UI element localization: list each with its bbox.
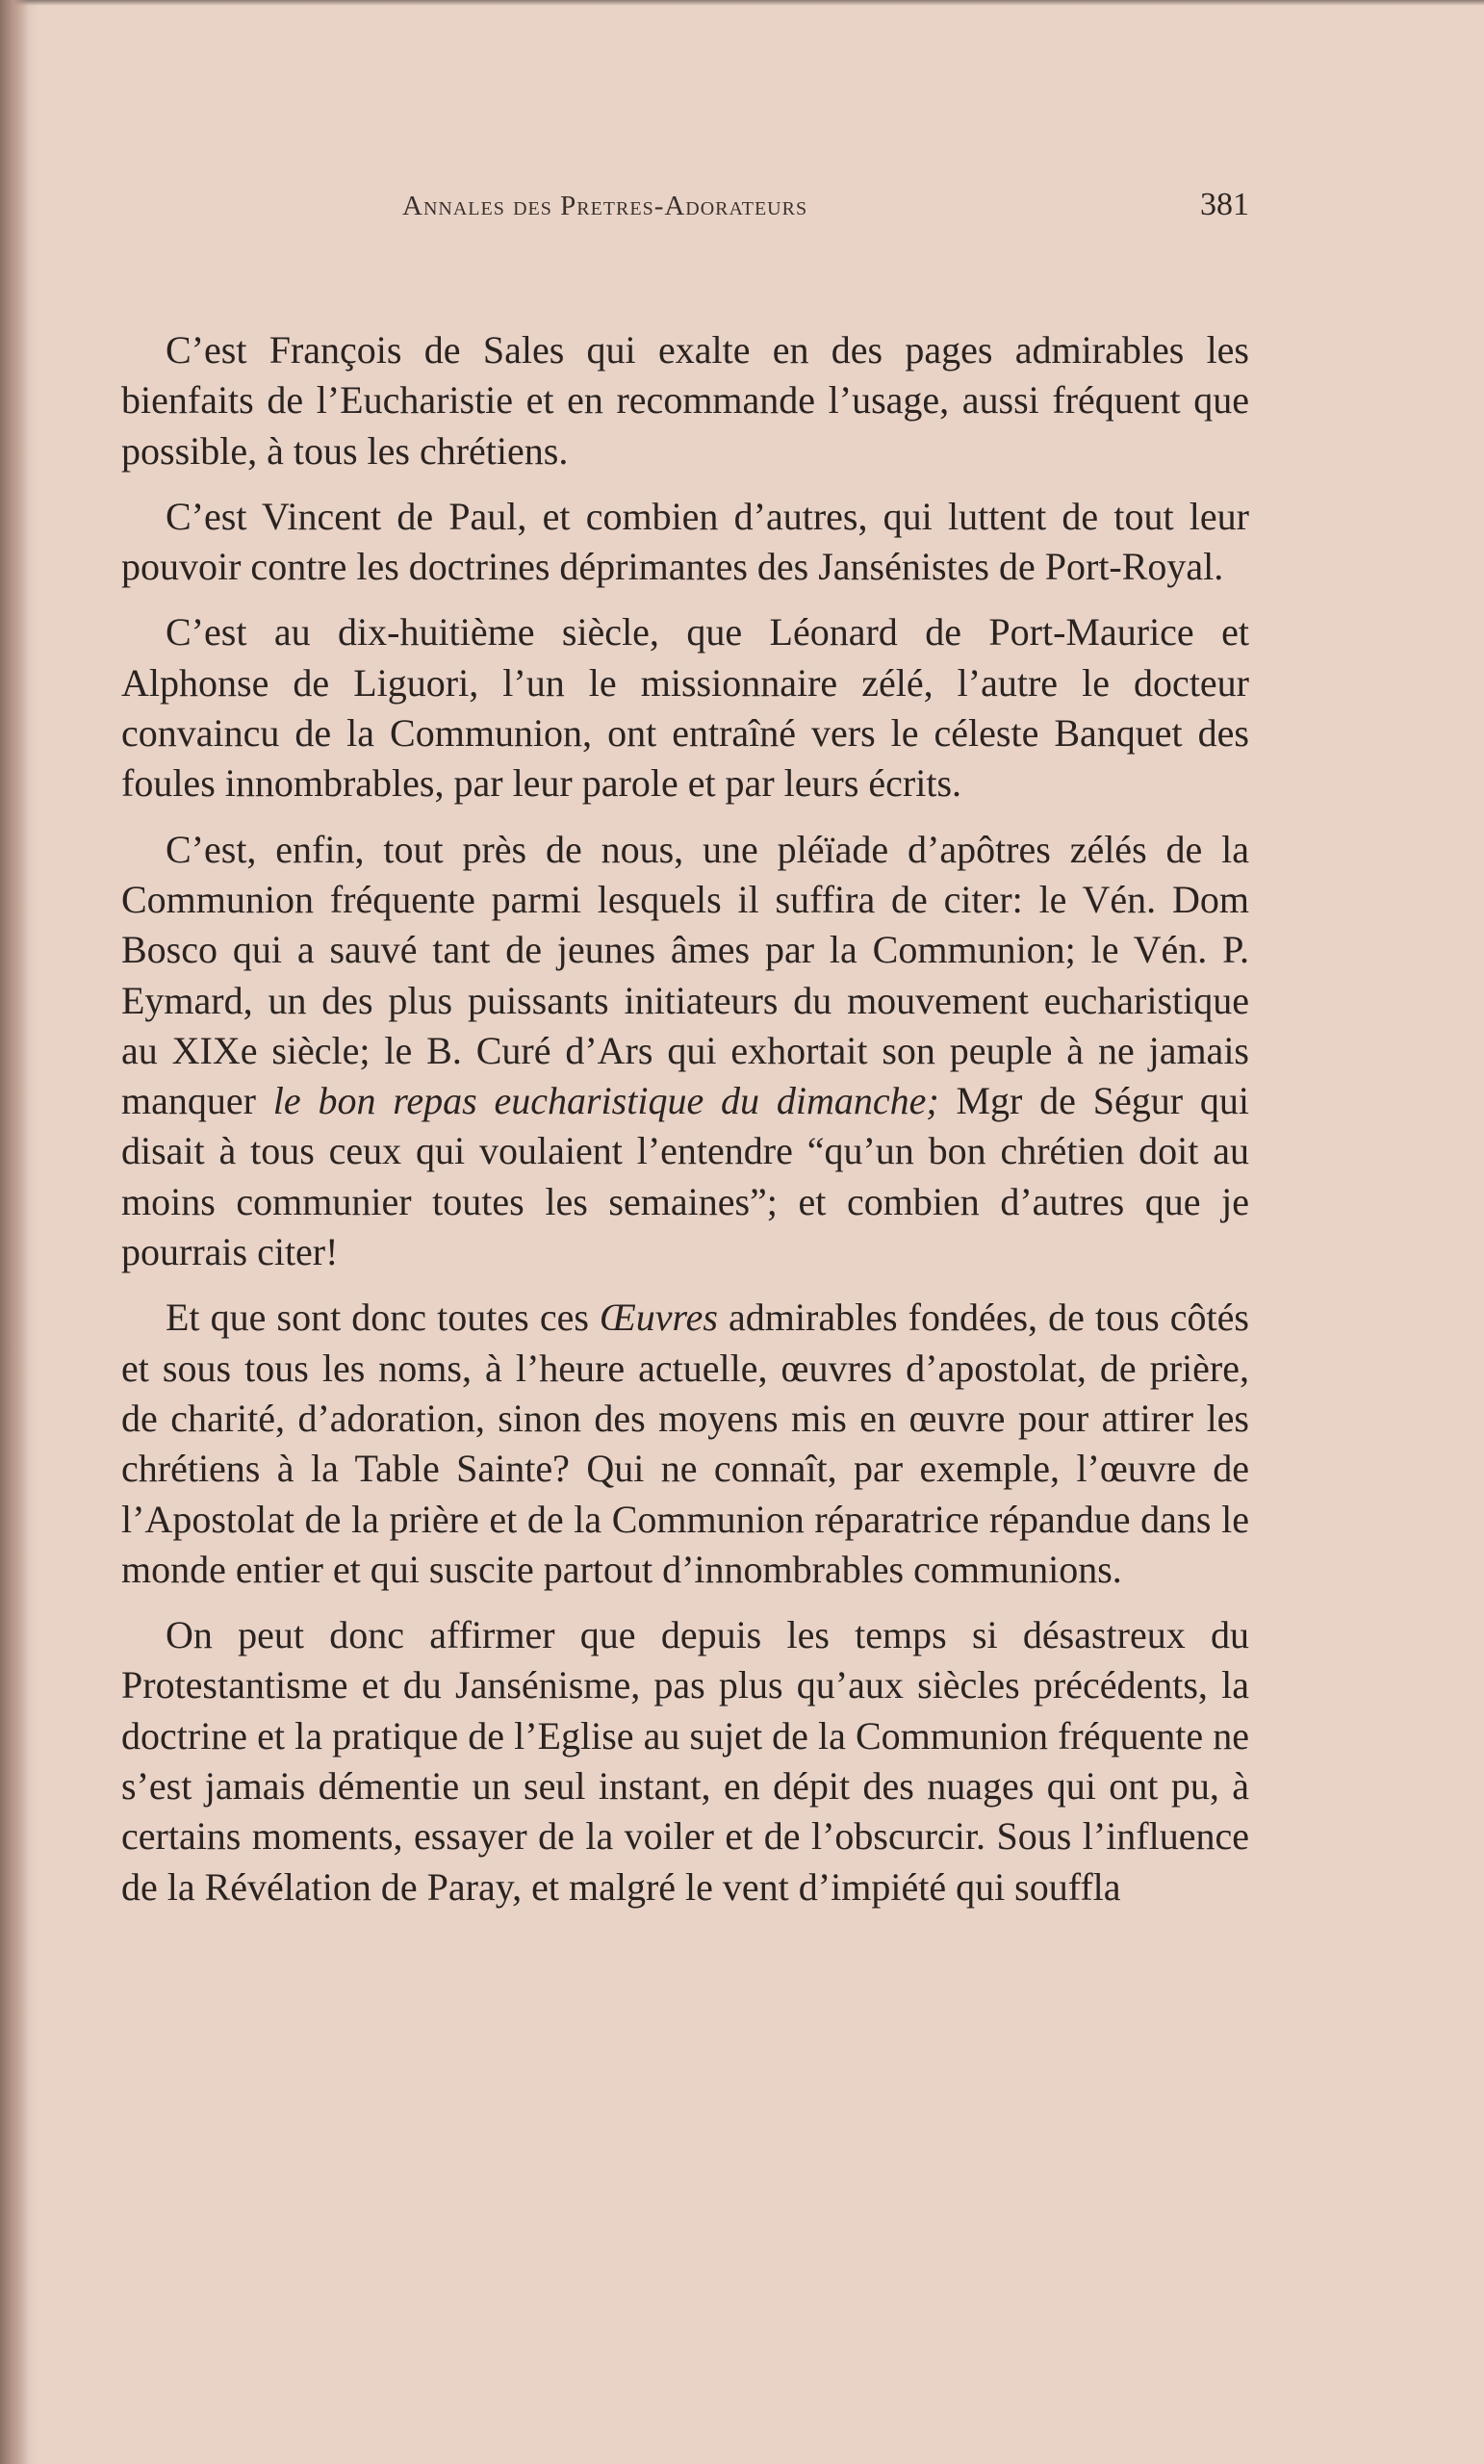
paragraph-text: Mgr de Ségur qui disait à tous ceux qui voulaient l’entendre “qu’un bon chrétien doit au moins communier toutes les semaines”; et combien d’autres que je pourrais citer! [121, 1079, 1249, 1274]
book-spine-shadow [0, 0, 29, 2464]
paragraph-francois-de-sales: C’est François de Sales qui exalte en des pages admirables les bienfaits de l’Eucharistie et en recommande l’usage, aussi fréquent que possible, à tous les chrétiens. [121, 328, 1249, 473]
paragraph-pleiade-apotres [121, 825, 1249, 1278]
page-number: 381 [1200, 187, 1249, 222]
body-text [121, 325, 1249, 1928]
paragraph-text: Et que sont donc toutes ces [166, 1296, 589, 1340]
paragraph-text: C’est, enfin, tout près de nous, une pléïade d’apôtres zélés de la Communion fréquente parmi lesquels il suffira de citer: le Vén. Dom Bosco qui a sauvé tant de jeunes âmes par la Communion; le Vén. P. Eymard, un des plus puissants initiateurs du mouvement eucharistique au XIXe siècle; le B. Curé d’Ars qui exhortait son peuple à ne jamais manquer [121, 827, 1249, 1123]
paragraph-text: admirables fondées, de tous côtés et sous tous les noms, à l’heure actuelle, œuvres d’apostolat, de prière, de charité, d’adoration, sinon des moyens mis en œuvre pour attirer les chrétiens à la Table Sainte? Qui ne connaît, par exemple, l’œuvre de l’Apostolat de la prière et de la Communion réparatrice répandue dans le monde entier et qui suscite partout d’innombrables communions. [121, 1296, 1249, 1591]
page-header [402, 187, 1249, 235]
paragraph-dix-huitieme-siecle: C’est au dix-huitième siècle, que Léonard de Port-Maurice et Alphonse de Liguori, l’un le missionnaire zélé, l’autre le docteur convaincu de la Communion, ont entraîné vers le céleste Banquet des foules innombrables, par leur parole et par leurs écrits. [121, 610, 1249, 806]
italic-oeuvres: Œuvres [600, 1296, 718, 1340]
italic-quote: le bon repas eucharistique du dimanche; [272, 1079, 939, 1123]
running-title: Annales des Pretres-Adorateurs [402, 191, 808, 221]
paragraph-vincent-de-paul: C’est Vincent de Paul, et combien d’autres, qui luttent de tout leur pouvoir contre les doctrines déprimantes des Jansénistes de Port-Royal. [121, 494, 1249, 589]
paragraph-oeuvres [121, 1293, 1249, 1595]
paragraph-affirmer: On peut donc affirmer que depuis les temps si désastreux du Protestantisme et du Jansénisme, pas plus qu’aux siècles précédents, la doctrine et la pratique de l’Eglise au sujet de la Communion fréquente ne s’est jamais démentie un seul instant, en dépit des nuages qui ont pu, à certains moments, essayer de la voiler et de l’obscurcir. Sous l’influence de la Révélation de Paray, et malgré le vent d’impiété qui souffla [121, 1613, 1249, 1909]
